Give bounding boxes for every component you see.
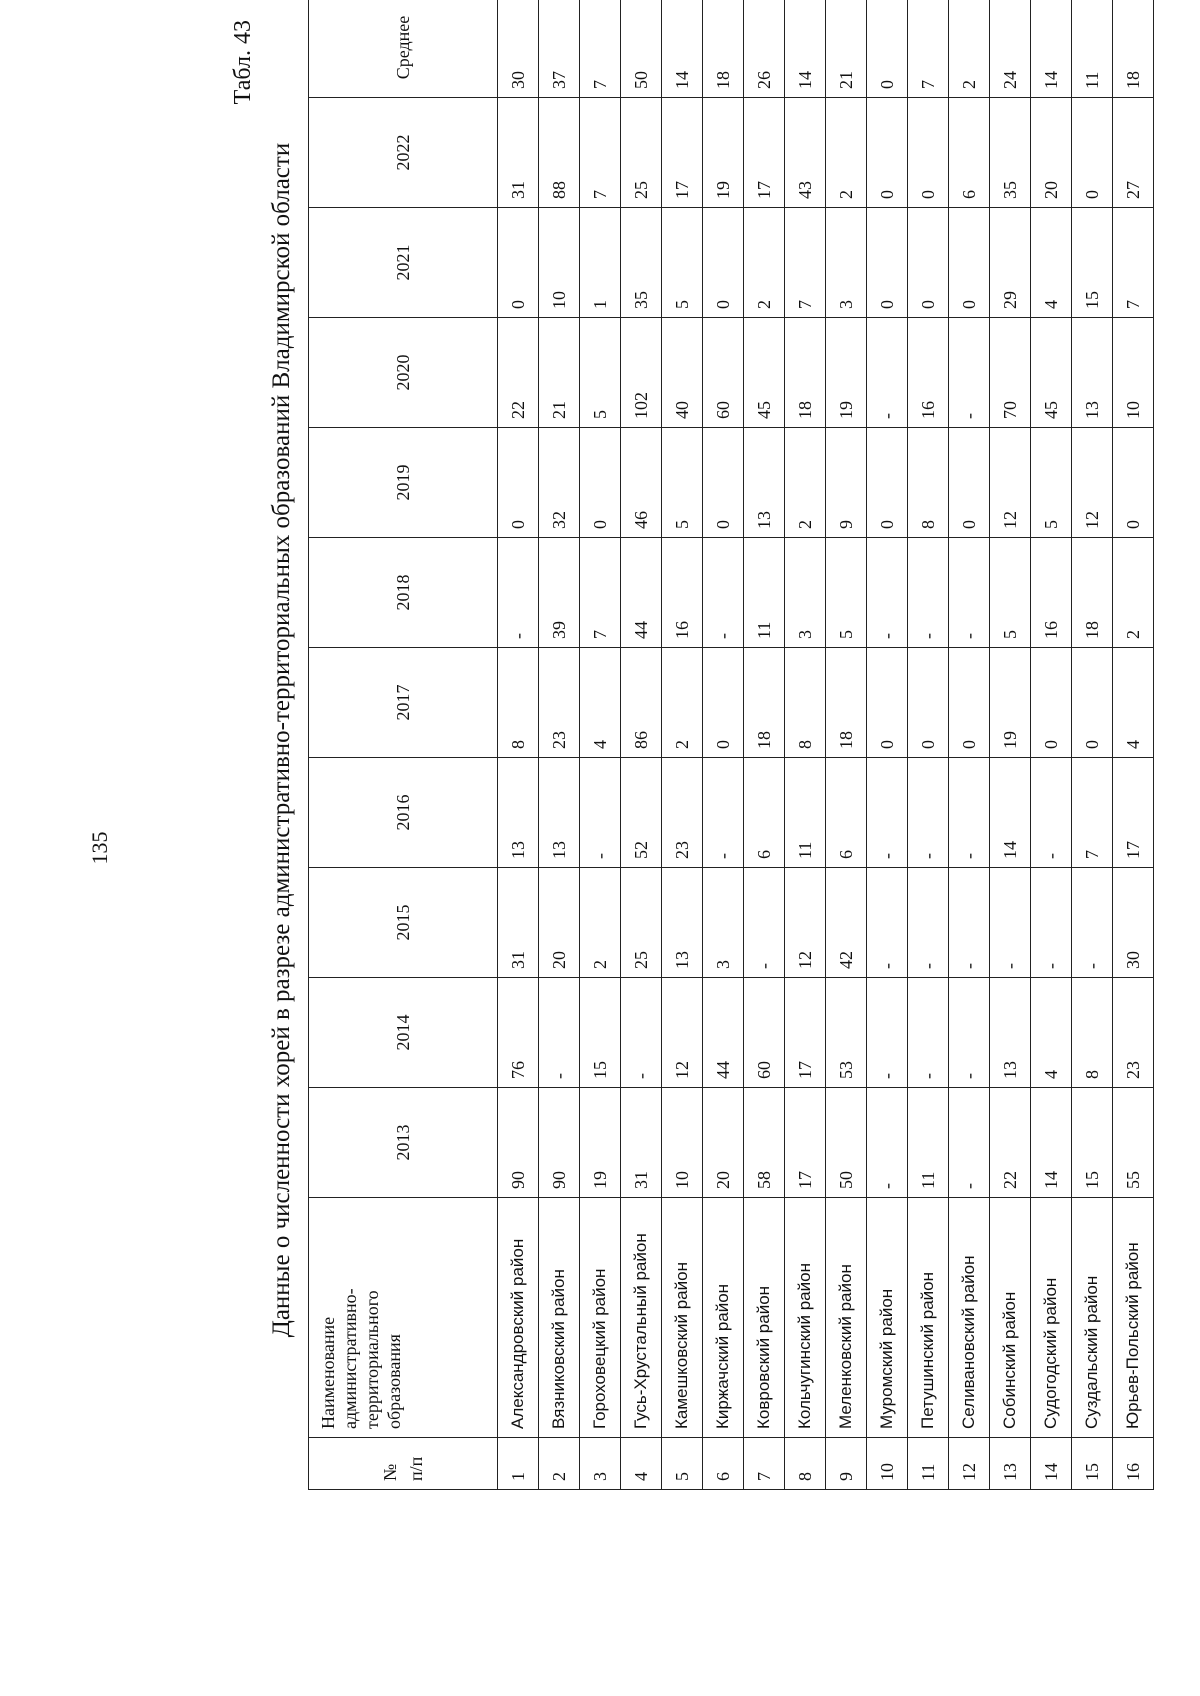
value-cell: 13: [1072, 318, 1113, 428]
value-cell: -: [908, 868, 949, 978]
value-cell: 44: [703, 978, 744, 1088]
value-cell: 2: [580, 868, 621, 978]
header-cell: 2017: [309, 648, 498, 758]
value-cell: 0: [908, 98, 949, 208]
value-cell: 22: [990, 1088, 1031, 1198]
value-cell: -: [949, 758, 990, 868]
district-name-cell: Кольчугинский район: [785, 1198, 826, 1438]
value-cell: 3: [703, 868, 744, 978]
value-cell: 4: [1031, 208, 1072, 318]
value-cell: 50: [621, 0, 662, 98]
value-cell: -: [1031, 758, 1072, 868]
district-name-cell: Муромский район: [867, 1198, 908, 1438]
value-cell: 9: [826, 428, 867, 538]
table-row: [949, 0, 990, 1490]
row-number-cell: 11: [908, 1438, 949, 1490]
value-cell: -: [908, 978, 949, 1088]
value-cell: 0: [703, 648, 744, 758]
value-cell: 19: [826, 318, 867, 428]
header-cell: 2015: [309, 868, 498, 978]
value-cell: 29: [990, 208, 1031, 318]
district-name-cell: Гусь-Хрустальный район: [621, 1198, 662, 1438]
value-cell: -: [949, 538, 990, 648]
value-cell: 0: [703, 208, 744, 318]
value-cell: 16: [908, 318, 949, 428]
value-cell: 8: [908, 428, 949, 538]
value-cell: -: [908, 758, 949, 868]
value-cell: 37: [539, 0, 580, 98]
value-cell: 2: [744, 208, 785, 318]
row-number-cell: 13: [990, 1438, 1031, 1490]
value-cell: 18: [703, 0, 744, 98]
value-cell: 7: [785, 208, 826, 318]
value-cell: 0: [1072, 648, 1113, 758]
value-cell: 30: [498, 0, 539, 98]
table-row: [580, 0, 621, 1490]
value-cell: -: [1072, 868, 1113, 978]
district-name-cell: Вязниковский район: [539, 1198, 580, 1438]
value-cell: 7: [580, 0, 621, 98]
value-cell: 6: [949, 98, 990, 208]
table-row: [539, 0, 580, 1490]
value-cell: 8: [498, 648, 539, 758]
district-name-cell: Собинский район: [990, 1198, 1031, 1438]
row-number-cell: 4: [621, 1438, 662, 1490]
value-cell: 10: [539, 208, 580, 318]
value-cell: 19: [990, 648, 1031, 758]
value-cell: 14: [1031, 1088, 1072, 1198]
page-number: 135: [87, 831, 112, 865]
value-cell: 11: [1072, 0, 1113, 98]
header-cell: 2019: [309, 428, 498, 538]
value-cell: 35: [990, 98, 1031, 208]
value-cell: 42: [826, 868, 867, 978]
value-cell: 20: [1031, 98, 1072, 208]
rotated-content: [230, 0, 1200, 1490]
value-cell: 0: [498, 208, 539, 318]
table-body: [498, 0, 1154, 1490]
row-number-cell: 10: [867, 1438, 908, 1490]
value-cell: 46: [621, 428, 662, 538]
district-name-cell: Петушинский район: [908, 1198, 949, 1438]
value-cell: 18: [1113, 0, 1154, 98]
value-cell: 102: [621, 318, 662, 428]
value-cell: 53: [826, 978, 867, 1088]
value-cell: 13: [990, 978, 1031, 1088]
value-cell: 0: [867, 208, 908, 318]
district-name-cell: Камешковский район: [662, 1198, 703, 1438]
value-cell: 5: [1031, 428, 1072, 538]
table-row: [1072, 0, 1113, 1490]
value-cell: 7: [580, 98, 621, 208]
value-cell: 14: [990, 758, 1031, 868]
row-number-cell: 8: [785, 1438, 826, 1490]
header-cell: Среднее: [309, 0, 498, 98]
value-cell: -: [867, 978, 908, 1088]
district-name-cell: Судогодский район: [1031, 1198, 1072, 1438]
table-row: [1031, 0, 1072, 1490]
value-cell: -: [867, 318, 908, 428]
value-cell: 23: [662, 758, 703, 868]
row-number-cell: 6: [703, 1438, 744, 1490]
row-number-cell: 9: [826, 1438, 867, 1490]
value-cell: 39: [539, 538, 580, 648]
value-cell: 4: [1113, 648, 1154, 758]
value-cell: 45: [1031, 318, 1072, 428]
header-cell: 2013: [309, 1088, 498, 1198]
value-cell: -: [580, 758, 621, 868]
value-cell: 0: [580, 428, 621, 538]
value-cell: 5: [662, 428, 703, 538]
value-cell: 50: [826, 1088, 867, 1198]
value-cell: 0: [908, 648, 949, 758]
value-cell: 31: [621, 1088, 662, 1198]
district-name-cell: Юрьев-Польский район: [1113, 1198, 1154, 1438]
value-cell: -: [621, 978, 662, 1088]
table-row: [744, 0, 785, 1490]
value-cell: 27: [1113, 98, 1154, 208]
value-cell: 20: [703, 1088, 744, 1198]
value-cell: 35: [621, 208, 662, 318]
value-cell: -: [867, 538, 908, 648]
value-cell: 13: [662, 868, 703, 978]
row-number-cell: 12: [949, 1438, 990, 1490]
table-label: Табл. 43: [230, 20, 256, 105]
value-cell: 2: [785, 428, 826, 538]
value-cell: -: [867, 868, 908, 978]
value-cell: 45: [744, 318, 785, 428]
value-cell: -: [949, 978, 990, 1088]
value-cell: 6: [826, 758, 867, 868]
row-number-cell: 3: [580, 1438, 621, 1490]
value-cell: 18: [744, 648, 785, 758]
value-cell: -: [539, 978, 580, 1088]
value-cell: -: [949, 318, 990, 428]
table-title: Данные о численности хорей в разрезе административно-территориальных образований Владимирской области: [268, 142, 295, 1338]
value-cell: 12: [990, 428, 1031, 538]
value-cell: 2: [949, 0, 990, 98]
table-row: [908, 0, 949, 1490]
value-cell: 30: [1113, 868, 1154, 978]
district-name-cell: Ковровский район: [744, 1198, 785, 1438]
value-cell: 25: [621, 868, 662, 978]
value-cell: 21: [539, 318, 580, 428]
value-cell: 0: [908, 208, 949, 318]
row-number-cell: 7: [744, 1438, 785, 1490]
value-cell: 4: [580, 648, 621, 758]
value-cell: -: [703, 538, 744, 648]
value-cell: 18: [826, 648, 867, 758]
value-cell: 16: [1031, 538, 1072, 648]
value-cell: 88: [539, 98, 580, 208]
district-name-cell: Александровский район: [498, 1198, 539, 1438]
row-number-cell: 14: [1031, 1438, 1072, 1490]
value-cell: -: [949, 1088, 990, 1198]
district-name-cell: Селивановский район: [949, 1198, 990, 1438]
value-cell: 0: [1031, 648, 1072, 758]
value-cell: 15: [1072, 208, 1113, 318]
value-cell: 5: [580, 318, 621, 428]
value-cell: 60: [703, 318, 744, 428]
value-cell: 44: [621, 538, 662, 648]
value-cell: 8: [1072, 978, 1113, 1088]
value-cell: 7: [1072, 758, 1113, 868]
row-number-cell: 1: [498, 1438, 539, 1490]
value-cell: 18: [1072, 538, 1113, 648]
value-cell: -: [867, 1088, 908, 1198]
value-cell: 1: [580, 208, 621, 318]
value-cell: 0: [949, 428, 990, 538]
header-cell: 2022: [309, 98, 498, 208]
value-cell: 40: [662, 318, 703, 428]
value-cell: 3: [785, 538, 826, 648]
value-cell: 76: [498, 978, 539, 1088]
value-cell: 0: [1113, 428, 1154, 538]
value-cell: -: [1031, 868, 1072, 978]
value-cell: 7: [1113, 208, 1154, 318]
value-cell: -: [949, 868, 990, 978]
value-cell: 10: [662, 1088, 703, 1198]
data-table: [308, 0, 1154, 1490]
value-cell: 23: [539, 648, 580, 758]
value-cell: 31: [498, 98, 539, 208]
value-cell: 19: [580, 1088, 621, 1198]
header-row: [309, 0, 498, 1490]
value-cell: 13: [498, 758, 539, 868]
value-cell: 5: [662, 208, 703, 318]
value-cell: 3: [826, 208, 867, 318]
value-cell: -: [908, 538, 949, 648]
value-cell: 70: [990, 318, 1031, 428]
value-cell: 11: [744, 538, 785, 648]
district-name-cell: Гороховецкий район: [580, 1198, 621, 1438]
value-cell: -: [990, 868, 1031, 978]
value-cell: 25: [621, 98, 662, 208]
value-cell: 31: [498, 868, 539, 978]
value-cell: 8: [785, 648, 826, 758]
table-row: [990, 0, 1031, 1490]
value-cell: 90: [498, 1088, 539, 1198]
table-row: [826, 0, 867, 1490]
value-cell: 17: [785, 978, 826, 1088]
value-cell: 20: [539, 868, 580, 978]
value-cell: 12: [785, 868, 826, 978]
value-cell: -: [498, 538, 539, 648]
value-cell: 4: [1031, 978, 1072, 1088]
header-cell: 2020: [309, 318, 498, 428]
table-row: [867, 0, 908, 1490]
value-cell: 22: [498, 318, 539, 428]
value-cell: 10: [1113, 318, 1154, 428]
row-number-cell: 16: [1113, 1438, 1154, 1490]
value-cell: 7: [908, 0, 949, 98]
value-cell: 12: [662, 978, 703, 1088]
header-cell: 2021: [309, 208, 498, 318]
table-row: [498, 0, 539, 1490]
value-cell: 12: [1072, 428, 1113, 538]
value-cell: 0: [949, 648, 990, 758]
value-cell: 7: [580, 538, 621, 648]
row-number-cell: 15: [1072, 1438, 1113, 1490]
value-cell: 86: [621, 648, 662, 758]
value-cell: 58: [744, 1088, 785, 1198]
value-cell: -: [703, 758, 744, 868]
value-cell: 0: [1072, 98, 1113, 208]
value-cell: 17: [1113, 758, 1154, 868]
value-cell: 0: [867, 428, 908, 538]
district-name-cell: Меленковский район: [826, 1198, 867, 1438]
value-cell: 14: [1031, 0, 1072, 98]
value-cell: 2: [1113, 538, 1154, 648]
header-cell: № п/п: [309, 1438, 498, 1490]
value-cell: 43: [785, 98, 826, 208]
value-cell: 0: [867, 98, 908, 208]
header-cell: 2018: [309, 538, 498, 648]
value-cell: 17: [785, 1088, 826, 1198]
value-cell: 5: [826, 538, 867, 648]
district-name-cell: Суздальский район: [1072, 1198, 1113, 1438]
value-cell: 32: [539, 428, 580, 538]
value-cell: 16: [662, 538, 703, 648]
district-name-cell: Киржачский район: [703, 1198, 744, 1438]
value-cell: 21: [826, 0, 867, 98]
value-cell: 2: [826, 98, 867, 208]
value-cell: 90: [539, 1088, 580, 1198]
value-cell: 11: [785, 758, 826, 868]
value-cell: 13: [744, 428, 785, 538]
header-cell: 2014: [309, 978, 498, 1088]
value-cell: 26: [744, 0, 785, 98]
table-row: [621, 0, 662, 1490]
value-cell: 14: [662, 0, 703, 98]
value-cell: -: [867, 758, 908, 868]
row-number-cell: 2: [539, 1438, 580, 1490]
value-cell: 13: [539, 758, 580, 868]
value-cell: -: [744, 868, 785, 978]
value-cell: 23: [1113, 978, 1154, 1088]
value-cell: 0: [867, 0, 908, 98]
value-cell: 24: [990, 0, 1031, 98]
value-cell: 11: [908, 1088, 949, 1198]
value-cell: 18: [785, 318, 826, 428]
value-cell: 55: [1113, 1088, 1154, 1198]
value-cell: 2: [662, 648, 703, 758]
value-cell: 0: [498, 428, 539, 538]
value-cell: 0: [949, 208, 990, 318]
value-cell: 19: [703, 98, 744, 208]
table-row: [1113, 0, 1154, 1490]
value-cell: 0: [703, 428, 744, 538]
row-number-cell: 5: [662, 1438, 703, 1490]
table-row: [785, 0, 826, 1490]
table-row: [703, 0, 744, 1490]
value-cell: 14: [785, 0, 826, 98]
value-cell: 17: [662, 98, 703, 208]
table-row: [662, 0, 703, 1490]
value-cell: 52: [621, 758, 662, 868]
value-cell: 15: [580, 978, 621, 1088]
value-cell: 6: [744, 758, 785, 868]
value-cell: 15: [1072, 1088, 1113, 1198]
header-cell: 2016: [309, 758, 498, 868]
value-cell: 60: [744, 978, 785, 1088]
header-cell: Наименование административно-территориального образования: [309, 1198, 498, 1438]
value-cell: 17: [744, 98, 785, 208]
value-cell: 0: [867, 648, 908, 758]
value-cell: 5: [990, 538, 1031, 648]
